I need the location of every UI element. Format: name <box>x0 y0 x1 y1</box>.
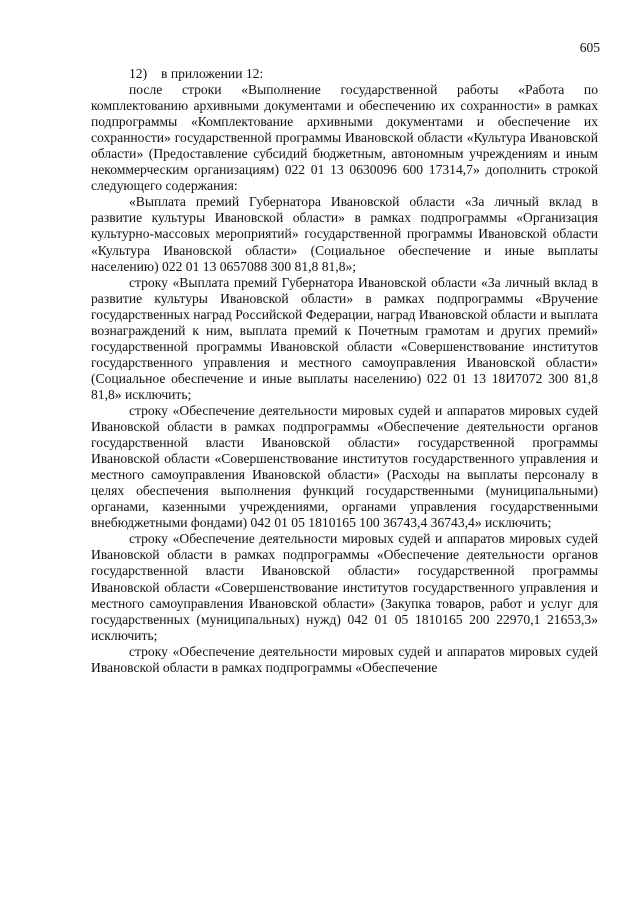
document-body <box>91 66 598 676</box>
item-number: 12) <box>129 66 148 81</box>
paragraph-new-row-text: «Выплата премий Губернатора Ивановской области «За личный вклад в развитие культуры Ивановской области» в рамках подпрограммы «Организация культурно-массовых мероприятий» государственной программы Ивановской области «Культура Ивановской области» (Социальное обеспечение и иные выплаты населению) 022 01 13 0657088 300 81,8 81,8»; <box>91 194 598 274</box>
paragraph-remove-judges-procurement-row: строку «Обеспечение деятельности мировых судей и аппаратов мировых судей Ивановской области в рамках подпрограммы «Обеспечение деятельности органов государственной власти Ивановской области» государственной программы Ивановской области «Совершенствование институтов государственного управления и местного самоуправления Ивановской области» (Закупка товаров, работ и услуг для государственных (муниципальных) нужд) 042 01 05 1810165 200 22970,1 21653,3» исключить; <box>91 531 598 643</box>
page-number: 605 <box>579 40 600 55</box>
paragraph-after-row: после строки «Выполнение государственной работы «Работа по комплектованию архивными документами и обеспечению их сохранности» в рамках подпрограммы «Комплектование архивными документами и обеспечение их сохранности» государственной программы Ивановской области «Культура Ивановской области» (Предоставление субсидий бюджетным, автономным учреждениям и иным некоммерческим организациям) 022 01 13 0630096 600 17314,7» дополнить строкой следующего содержания: <box>91 82 598 194</box>
paragraph-remove-judges-staff-row: строку «Обеспечение деятельности мировых судей и аппаратов мировых судей Ивановской области в рамках подпрограммы «Обеспечение деятельности органов государственной власти Ивановской области» государственной программы Ивановской области «Совершенствование институтов государственного управления и местного самоуправления Ивановской области» (Расходы на выплаты персоналу в целях обеспечения выполнения функций государственными (муниципальными) органами, казенными учреждениями, органами управления государственными внебюджетными фондами) 042 01 05 1810165 100 36743,4 36743,4» исключить; <box>91 402 598 531</box>
paragraph-continued-row: строку «Обеспечение деятельности мировых судей и аппаратов мировых судей Ивановской области в рамках подпрограммы «Обеспечение <box>91 643 598 675</box>
item-title: в приложении 12: <box>161 66 264 81</box>
item-heading <box>91 66 598 82</box>
paragraph-remove-premium-row: строку «Выплата премий Губернатора Ивановской области «За личный вклад в развитие культуры Ивановской области» в рамках подпрограммы «Вручение государственных наград Российской Федерации, наград Ивановской области и выплата вознаграждений к ним, выплата премий к Почетным грамотам и других премий» государственной программы Ивановской области «Совершенствование институтов государственного управления и местного самоуправления Ивановской области» (Социальное обеспечение и иные выплаты населению) 022 01 13 18И7072 300 81,8 81,8» исключить; <box>91 274 598 402</box>
